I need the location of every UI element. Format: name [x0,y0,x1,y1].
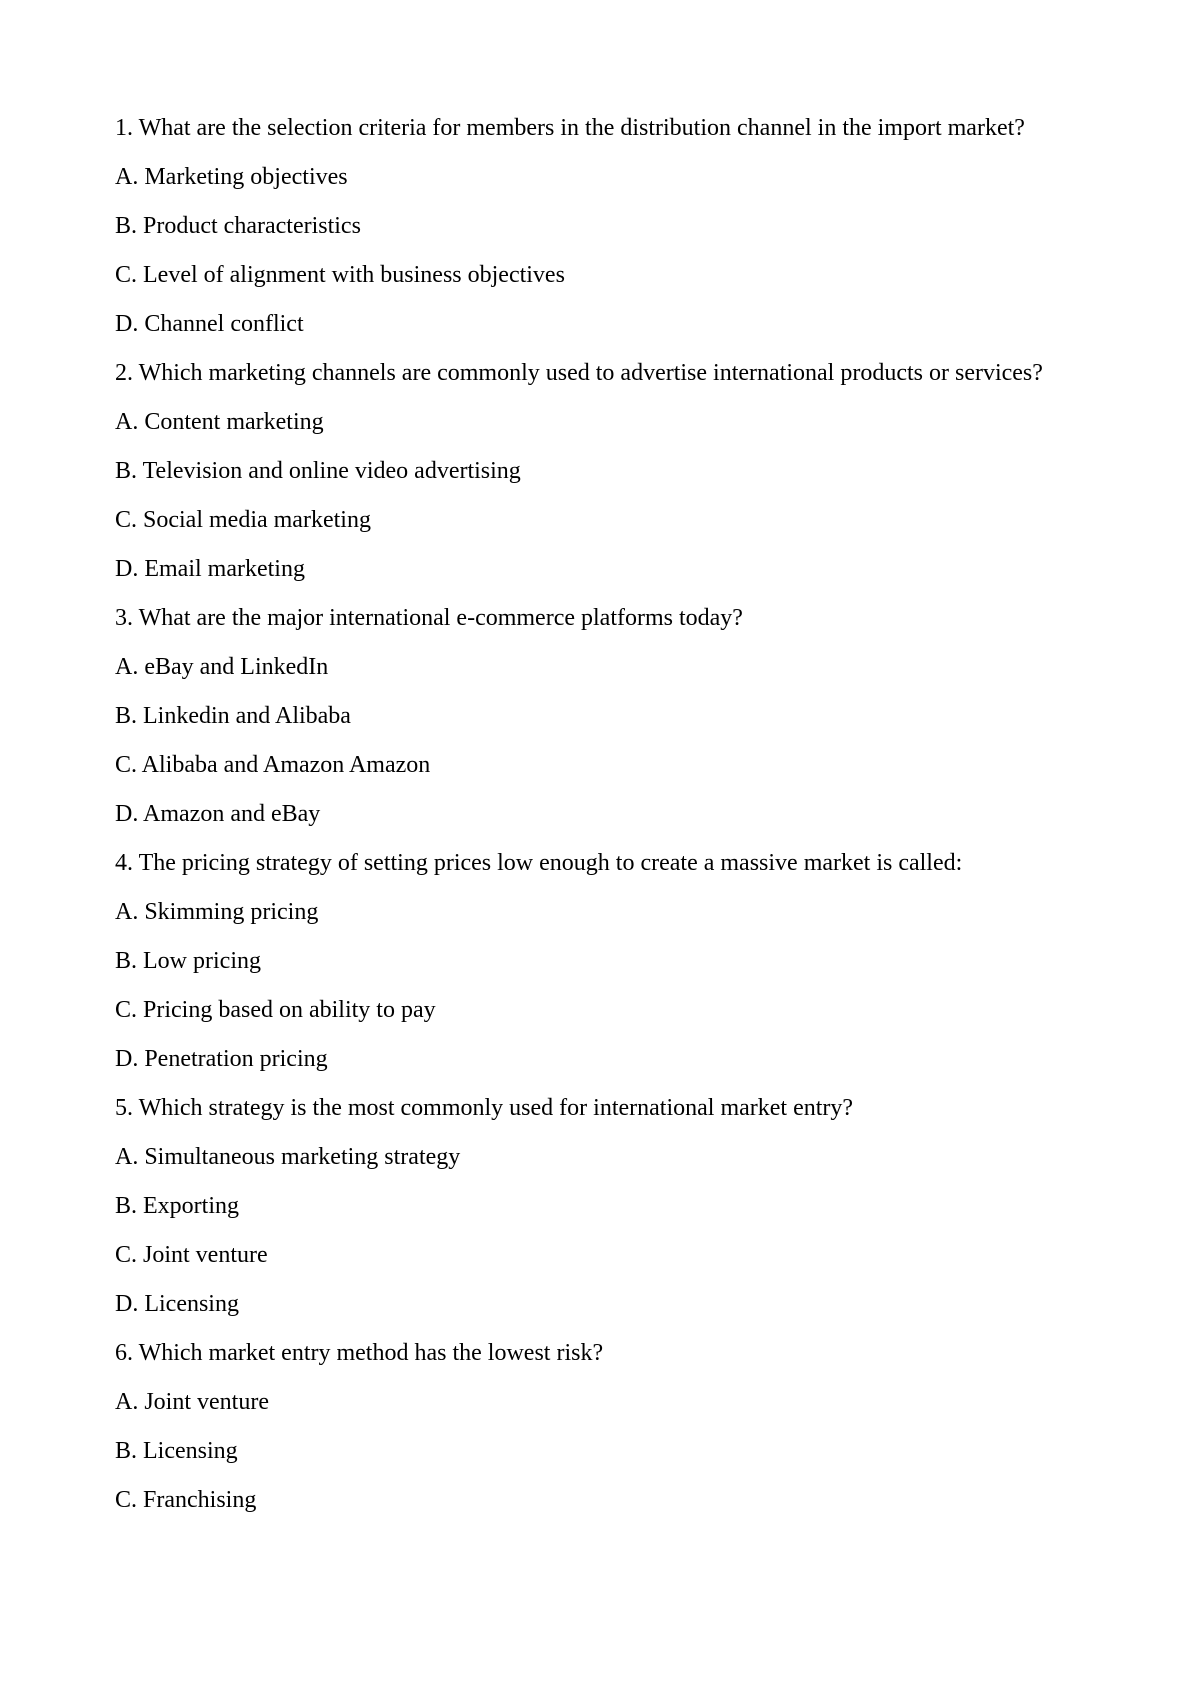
option-d: D. Email marketing [115,556,305,582]
question-text: 6. Which market entry method has the lowest risk? [115,1340,604,1366]
option-c: C. Franchising [115,1487,257,1513]
option-d: D. Penetration pricing [115,1046,328,1072]
question-text: 5. Which strategy is the most commonly used for international market entry? [115,1095,854,1121]
question-5 [115,1092,1075,1320]
option-a: A. Marketing objectives [115,164,348,190]
question-text: 3. What are the major international e-commerce platforms today? [115,605,743,631]
option-b: B. Exporting [115,1193,239,1219]
option-c: C. Social media marketing [115,507,371,533]
question-list [115,112,1075,1533]
option-a: A. Simultaneous marketing strategy [115,1144,461,1170]
option-c: C. Joint venture [115,1242,268,1268]
option-b: B. Low pricing [115,948,261,974]
option-d: D. Licensing [115,1291,239,1317]
option-a: A. eBay and LinkedIn [115,654,329,680]
question-text: 2. Which marketing channels are commonly used to advertise international products or services? [115,360,1043,386]
option-b: B. Product characteristics [115,213,361,239]
question-6 [115,1337,1075,1516]
option-c: C. Alibaba and Amazon Amazon [115,752,431,778]
option-b: B. Linkedin and Alibaba [115,703,351,729]
question-text: 1. What are the selection criteria for members in the distribution channel in the import market? [115,115,1025,141]
question-3 [115,602,1075,830]
option-c: C. Pricing based on ability to pay [115,997,436,1023]
option-a: A. Joint venture [115,1389,269,1415]
option-b: B. Licensing [115,1438,238,1464]
question-text: 4. The pricing strategy of setting prices low enough to create a massive market is called: [115,850,963,876]
option-a: A. Content marketing [115,409,324,435]
option-d: D. Amazon and eBay [115,801,321,827]
option-a: A. Skimming pricing [115,899,319,925]
option-c: C. Level of alignment with business objectives [115,262,565,288]
question-1 [115,112,1075,340]
question-4 [115,847,1075,1075]
option-d: D. Channel conflict [115,311,304,337]
option-b: B. Television and online video advertising [115,458,521,484]
question-2 [115,357,1075,585]
